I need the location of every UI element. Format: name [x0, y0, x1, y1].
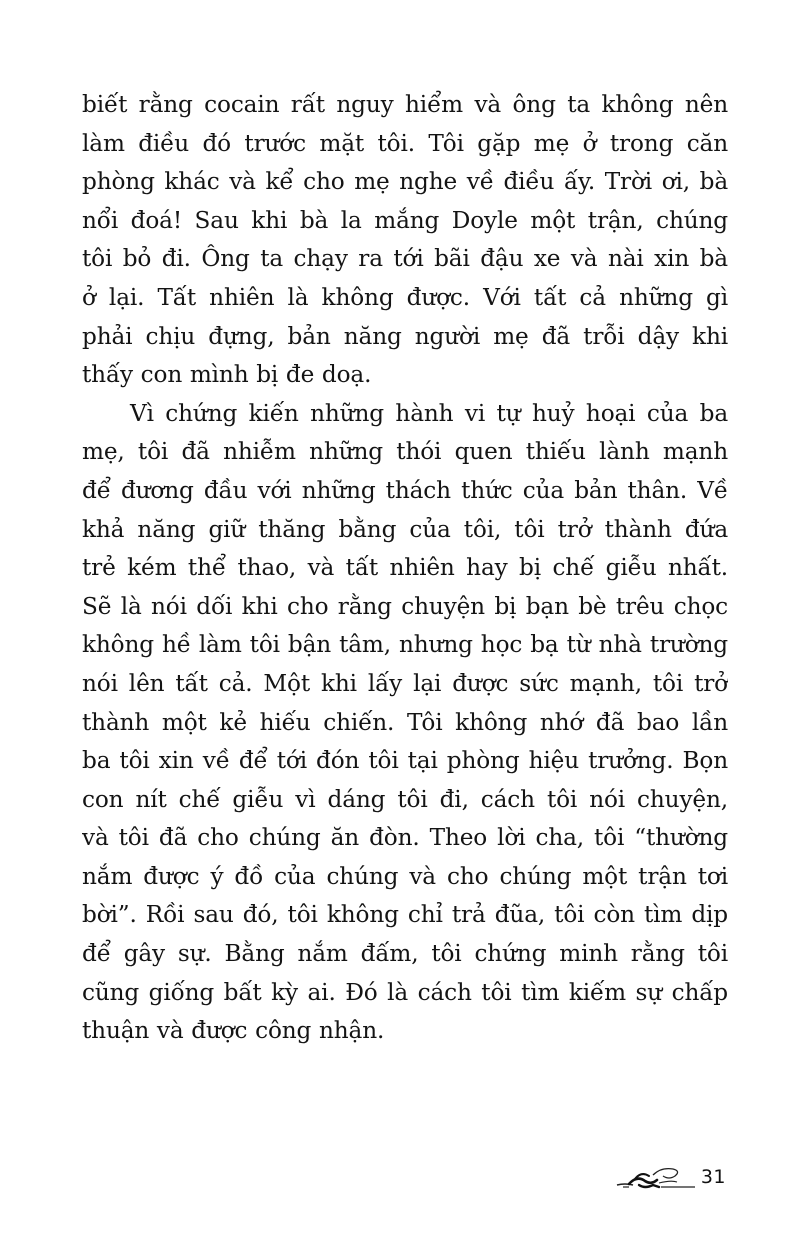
text-line: bời”. Rồi sau đó, tôi không chỉ trả đũa, tôi còn tìm dịp	[82, 901, 728, 929]
text-line: nói lên tất cả. Một khi lấy lại được sức mạnh, tôi trở	[82, 669, 728, 697]
text-line: ba tôi xin về để tới đón tôi tại phòng hiệu trưởng. Bọn	[82, 747, 728, 775]
text-line: phòng khác và kể cho mẹ nghe về điều ấy. Trời ơi, bà	[82, 168, 728, 196]
page-footer	[615, 1160, 726, 1194]
page-number: 31	[700, 1166, 726, 1188]
decorative-swirl-icon	[615, 1163, 697, 1191]
text-line: Vì chứng kiến những hành vi tự huỷ hoại của ba	[130, 399, 728, 427]
text-line: Sẽ là nói dối khi cho rằng chuyện bị bạn bè trêu chọc	[82, 592, 728, 620]
text-line: biết rằng cocain rất nguy hiểm và ông ta không nên	[82, 91, 728, 118]
text-line: và tôi đã cho chúng ăn đòn. Theo lời cha, tôi “thường	[82, 824, 728, 852]
paragraph-2	[82, 395, 728, 1051]
text-line: thấy con mình bị đe doạ.	[82, 361, 372, 389]
text-line: thành một kẻ hiếu chiến. Tôi không nhớ đã bao lần	[82, 708, 728, 736]
text-line: nổi đoá! Sau khi bà la mắng Doyle một trận, chúng	[82, 206, 728, 234]
text-line: trẻ kém thể thao, và tất nhiên hay bị chế giễu nhất.	[82, 554, 728, 582]
text-line: làm điều đó trước mặt tôi. Tôi gặp mẹ ở trong căn	[82, 129, 728, 157]
text-line: phải chịu đựng, bản năng người mẹ đã trỗi dậy khi	[82, 322, 728, 350]
text-line: để đương đầu với những thách thức của bản thân. Về	[82, 476, 728, 504]
text-line: khả năng giữ thăng bằng của tôi, tôi trở thành đứa	[82, 515, 728, 543]
text-line: để gây sự. Bằng nắm đấm, tôi chứng minh rằng tôi	[82, 940, 728, 968]
text-line: con nít chế giễu vì dáng tôi đi, cách tôi nói chuyện,	[82, 785, 728, 813]
text-line: thuận và được công nhận.	[82, 1017, 385, 1045]
text-line: ở lại. Tất nhiên là không được. Với tất cả những gì	[82, 283, 728, 311]
paragraph-1	[82, 86, 728, 395]
text-line: không hề làm tôi bận tâm, nhưng học bạ từ nhà trường	[82, 631, 728, 659]
text-line: tôi bỏ đi. Ông ta chạy ra tới bãi đậu xe và nài xin bà	[82, 245, 728, 273]
text-line: cũng giống bất kỳ ai. Đó là cách tôi tìm kiếm sự chấp	[82, 978, 728, 1006]
text-line: nắm được ý đồ của chúng và cho chúng một trận tơi	[82, 862, 728, 890]
body-text	[82, 86, 728, 1051]
text-line: mẹ, tôi đã nhiễm những thói quen thiếu lành mạnh	[82, 438, 728, 466]
